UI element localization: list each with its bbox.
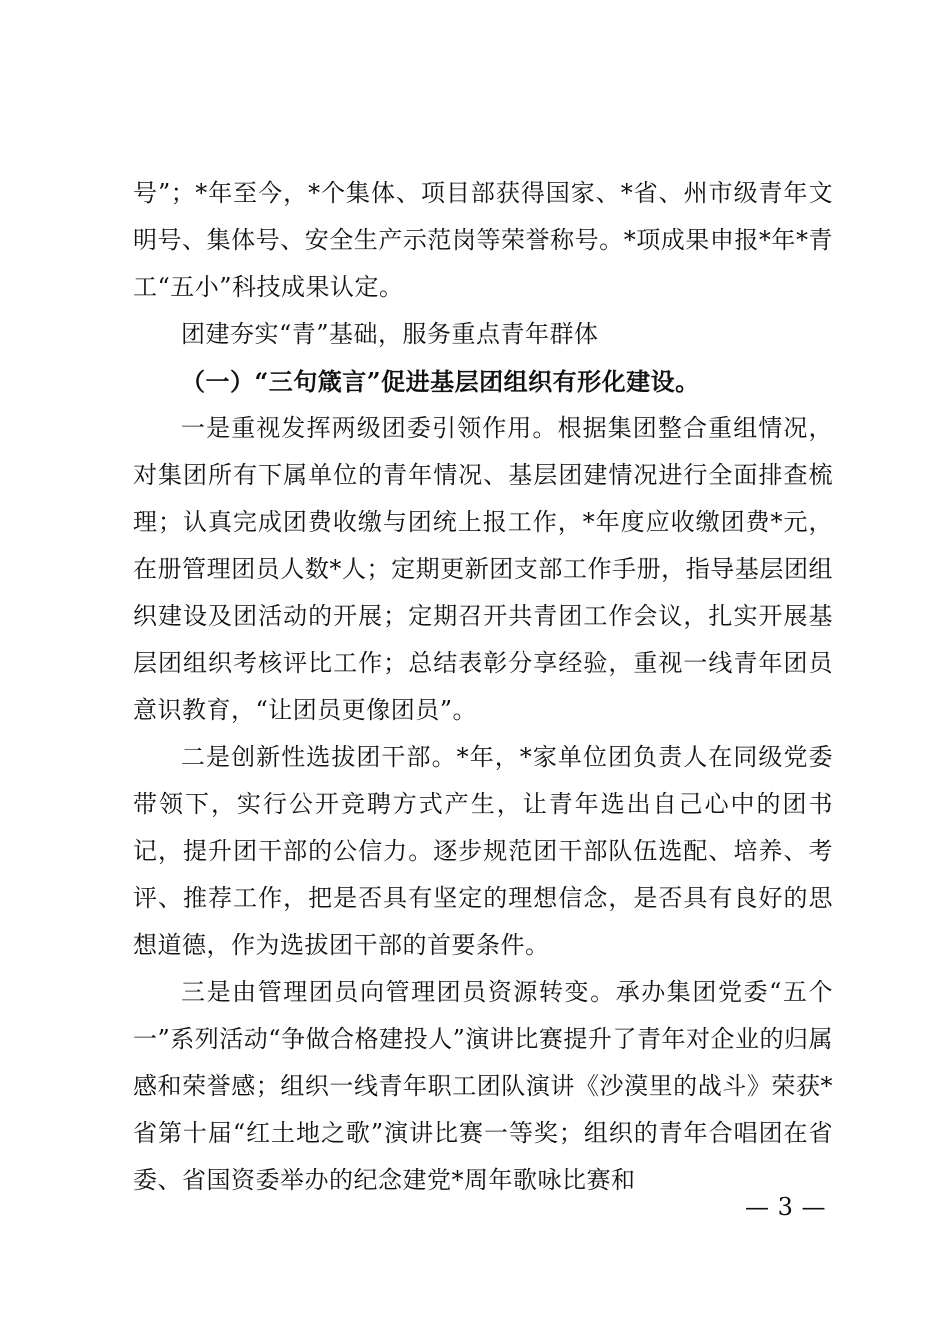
subsection-heading: （一）“三句箴言”促进基层团组织有形化建设。 (181, 367, 700, 396)
paragraph-continuation: 号”；*年至今，*个集体、项目部获得国家、*省、州市级青年文明号、集体号、安全生产示范岗等荣誉称号。*项成果申报*年*青工“五小”科技成果认定。 (133, 179, 833, 301)
section-title: 团建夯实“青”基础，服务重点青年群体 (181, 320, 599, 348)
page-number: — 3 — (745, 1193, 827, 1221)
paragraph-point-three: 三是由管理团员向管理团员资源转变。承办集团党委“五个一”系列活动“争做合格建投人”演讲比赛提升了青年对企业的归属感和荣誉感；组织一线青年职工团队演讲《沙漠里的战斗》荣获*省第十届“红土地之歌”演讲比赛一等奖；组织的青年合唱团在省委、省国资委举办的纪念建党*周年歌咏比赛和 (133, 978, 833, 1194)
paragraph-point-one: 一是重视发挥两级团委引领作用。根据集团整合重组情况，对集团所有下属单位的青年情况、基层团建情况进行全面排查梳理；认真完成团费收缴与团统上报工作，*年度应收缴团费*元，在册管理团员人数*人；定期更新团支部工作手册，指导基层团组织建设及团活动的开展；定期召开共青团工作会议，扎实开展基层团组织考核评比工作；总结表彰分享经验，重视一线青年团员意识教育，“让团员更像团员”。 (133, 414, 833, 724)
paragraph-point-two: 二是创新性选拔团干部。*年，*家单位团负责人在同级党委带领下，实行公开竞聘方式产生，让青年选出自己心中的团书记，提升团干部的公信力。逐步规范团干部队伍选配、培养、考评、推荐工作，把是否具有坚定的理想信念，是否具有良好的思想道德，作为选拔团干部的首要条件。 (133, 743, 833, 959)
document-body (133, 170, 833, 1204)
